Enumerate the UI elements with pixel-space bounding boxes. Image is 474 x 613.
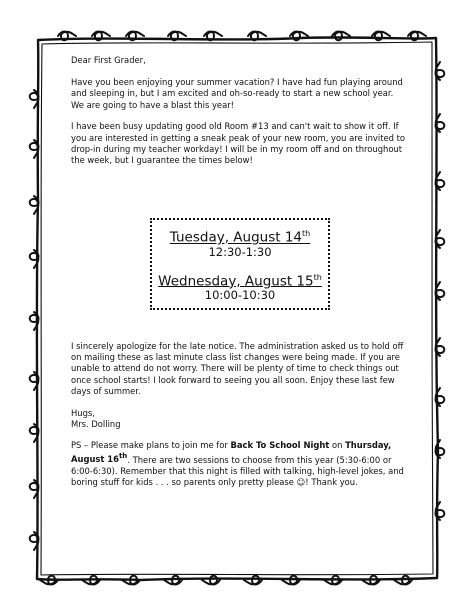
- postscript: PS – Please make plans to join me for Back To School Night on Thursday, August 16th. There are two sessions to choose from this year (5:30-6:00 or 6:00-6:30). Remember that this night is filled with talking, high-level jokes, and boring stuff for kids . . . so parents only pretty please ☺! Thank you.: [71, 440, 404, 487]
- letter-body: [71, 55, 406, 177]
- date-tuesday: Tuesday, August 14th: [169, 229, 311, 246]
- greeting: Dear First Grader,: [71, 55, 146, 65]
- time-tuesday: 12:30-1:30: [208, 244, 272, 259]
- drop-in-times-box: [150, 218, 330, 310]
- swirl-ornament: [202, 576, 220, 585]
- signature: Mrs. Dolling: [71, 419, 121, 430]
- signature-block: [71, 408, 406, 430]
- closing: Hugs,: [71, 408, 95, 419]
- swirl-ornament: [332, 32, 350, 41]
- paragraph-intro: Have you been enjoying your summer vacation? I have had fun playing around and sleeping in, but I am excited and oh-so-ready to start a new school year. We are going to have a blast this year!: [71, 77, 403, 110]
- time-wednesday: 10:00-10:30: [204, 288, 276, 302]
- event-name: Back To School Night: [230, 440, 330, 451]
- event-date: Thursday, August 16th: [71, 440, 392, 465]
- letter-body-continued: [71, 341, 406, 499]
- paragraph-apology: I sincerely apologize for the late notice. The administration asked us to hold off on mailing these as last minute class list changes were being made. If you are unable to attend do not worry. There will be plenty of time to check things out once school starts! I look forward to seeing you all soon. Enjoy these last few days of summer.: [71, 341, 404, 396]
- date-wednesday: Wednesday, August 15th: [158, 272, 322, 289]
- swirl-ornament: [244, 576, 262, 585]
- paragraph-room: I have been busy updating good old Room #13 and can't wait to show it off. If you are interested in getting a sneak peak of your new room, you are invited to drop-in during my teacher workday! I will be in my room off and on throughout the week, but I guarantee the times below!: [71, 121, 406, 165]
